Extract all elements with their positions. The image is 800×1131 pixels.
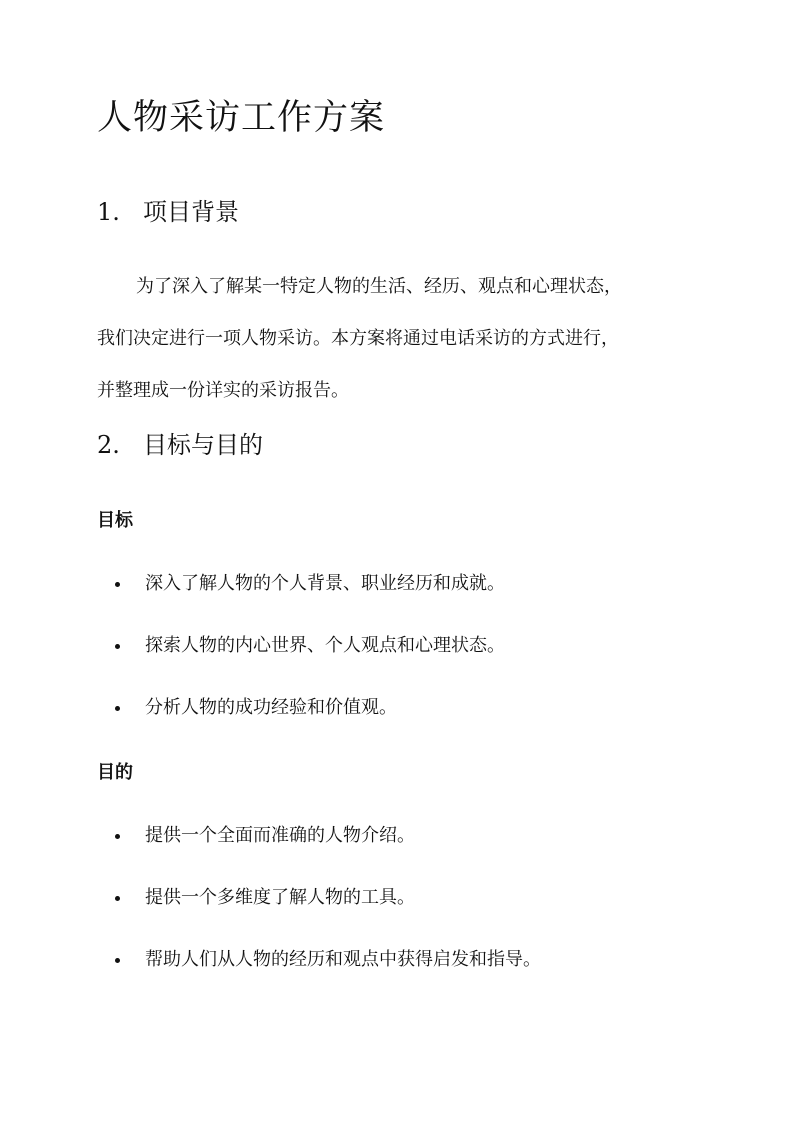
list-item-text: 分析人物的成功经验和价值观。 (145, 697, 397, 718)
bullet-icon (115, 958, 120, 963)
bullet-icon (115, 706, 120, 711)
section-number: 1. (97, 198, 120, 226)
list-item-text: 提供一个全面而准确的人物介绍。 (145, 825, 415, 846)
bullet-icon (115, 834, 120, 839)
background-paragraph (97, 261, 701, 417)
paragraph-line: 并整理成一份详实的采访报告。 (97, 380, 349, 401)
bullet-icon (115, 582, 120, 587)
section-heading-background (97, 194, 239, 230)
subheading-goals: 目标 (97, 510, 133, 531)
list-item-text: 深入了解人物的个人背景、职业经历和成就。 (145, 573, 505, 594)
bullet-icon (115, 896, 120, 901)
paragraph-line: 为了深入了解某一特定人物的生活、经历、观点和心理状态， (136, 276, 622, 297)
section-title: 目标与目的 (143, 431, 263, 459)
list-item-text: 探索人物的内心世界、个人观点和心理状态。 (145, 635, 505, 656)
list-item-text: 提供一个多维度了解人物的工具。 (145, 887, 415, 908)
paragraph-line: 我们决定进行一项人物采访。本方案将通过电话采访的方式进行， (97, 328, 619, 349)
bullet-icon (115, 644, 120, 649)
section-heading-goals (97, 427, 263, 463)
document-title: 人物采访工作方案 (97, 98, 386, 138)
section-number: 2. (97, 431, 120, 459)
subheading-purposes: 目的 (97, 762, 133, 783)
section-title: 项目背景 (143, 198, 239, 226)
list-item-text: 帮助人们从人物的经历和观点中获得启发和指导。 (145, 949, 541, 970)
